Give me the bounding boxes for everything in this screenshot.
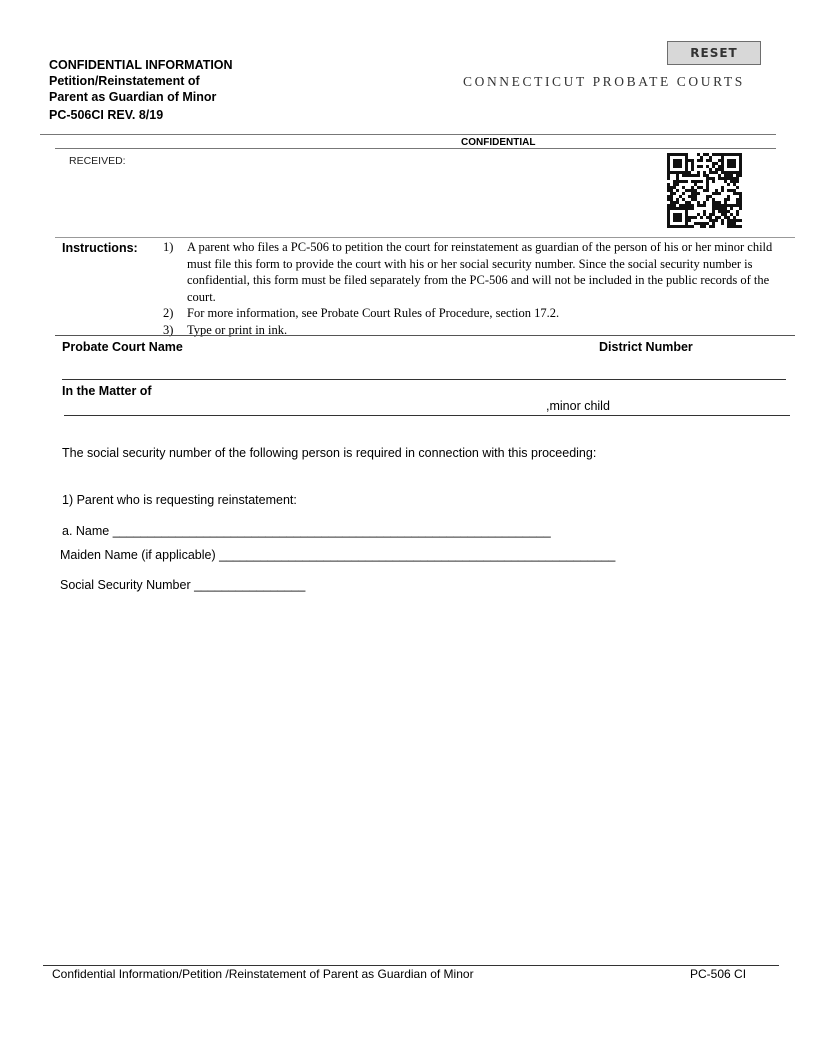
instruction-item xyxy=(163,305,773,322)
maiden-name-row xyxy=(60,548,615,562)
instruction-text: A parent who files a PC-506 to petition the court for reinstatement as guardian of the person of his or her minor child must file this form to provide the court with his or her social security number. Since the social security number is confidential, this form must be filed separately from the PC-506 and will not be included in the public records of the court. xyxy=(187,240,773,304)
court-name-label: Probate Court Name xyxy=(62,340,183,354)
header-title: CONFIDENTIAL INFORMATION xyxy=(49,58,233,72)
instructions-bottom-divider xyxy=(55,335,795,336)
district-number-label: District Number xyxy=(599,340,693,354)
form-header xyxy=(49,57,233,123)
instruction-number: 2) xyxy=(163,306,174,320)
maiden-name-label: Maiden Name (if applicable) xyxy=(60,548,216,562)
name-field[interactable]: _______________________________________________________________ xyxy=(112,524,551,538)
court-name-underline xyxy=(62,379,786,380)
name-row xyxy=(62,524,551,538)
instructions-top-divider xyxy=(55,237,795,238)
district-number-field[interactable] xyxy=(599,356,785,378)
minor-child-label: ,minor child xyxy=(546,399,610,413)
instruction-text: For more information, see Probate Court Rules of Procedure, section 17.2. xyxy=(187,306,560,320)
court-name-field[interactable] xyxy=(62,356,582,378)
confidential-divider xyxy=(55,148,776,149)
form-id: PC-506CI REV. 8/19 xyxy=(49,108,164,122)
ssn-field[interactable]: ________________ xyxy=(194,578,306,592)
header-subtitle-1: Petition/Reinstatement of xyxy=(49,74,200,88)
top-divider xyxy=(40,134,776,135)
court-title: CONNECTICUT PROBATE COURTS xyxy=(463,74,745,89)
minor-child-name-field[interactable] xyxy=(64,395,534,415)
instruction-text: Type or print in ink. xyxy=(187,322,288,337)
instructions-label: Instructions: xyxy=(62,241,138,255)
parent-heading: 1) Parent who is requesting reinstatement: xyxy=(62,493,297,507)
matter-label: In the Matter of xyxy=(62,384,152,398)
name-label: a. Name xyxy=(62,524,110,538)
footer-divider xyxy=(43,965,779,966)
ssn-row xyxy=(60,578,305,592)
received-label: RECEIVED: xyxy=(69,155,126,167)
footer-form-id: PC-506 CI xyxy=(690,967,747,981)
instruction-item xyxy=(163,239,773,305)
footer-title: Confidential Information/Petition /Reinstatement of Parent as Guardian of Minor xyxy=(52,967,474,981)
confidential-label: CONFIDENTIAL xyxy=(461,137,536,148)
ssn-label: Social Security Number xyxy=(60,578,191,592)
matter-underline xyxy=(64,415,790,416)
instruction-number: 1) xyxy=(163,240,174,254)
instruction-number: 3) xyxy=(163,322,174,337)
header-subtitle-2: Parent as Guardian of Minor xyxy=(49,90,217,104)
qr-code xyxy=(667,153,742,228)
reset-button[interactable]: RESET xyxy=(667,41,761,65)
instructions-list xyxy=(163,239,773,338)
maiden-name-field[interactable]: _________________________________________________________ xyxy=(219,548,616,562)
ssn-statement: The social security number of the following person is required in connection with this proceeding: xyxy=(62,446,597,460)
